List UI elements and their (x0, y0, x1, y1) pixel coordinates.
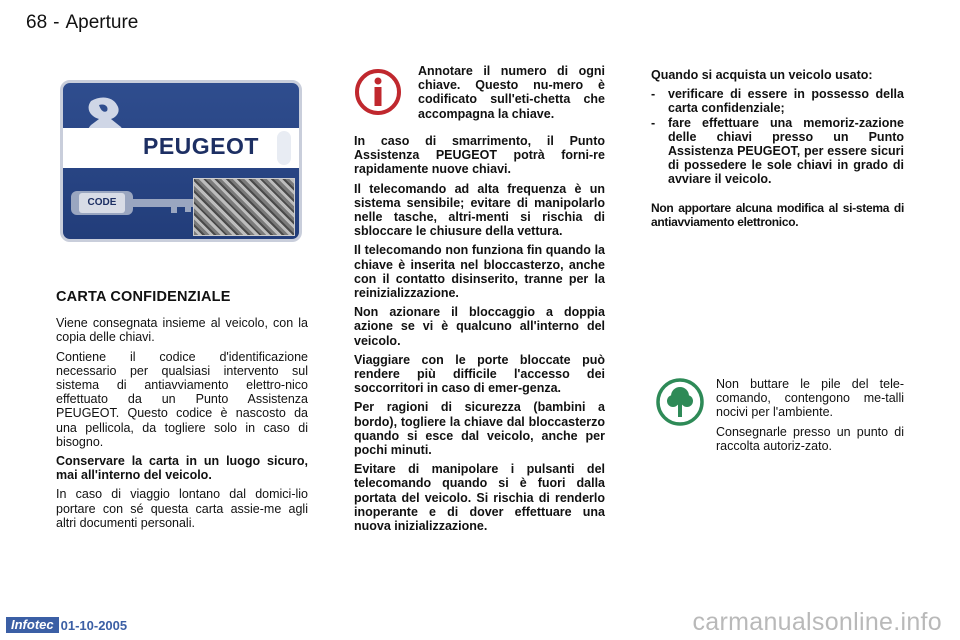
section-title: Aperture (65, 12, 139, 33)
info-callout (354, 64, 605, 134)
list-item: - verificare di essere in possesso della carta confidenziale; (651, 87, 904, 115)
paragraph-bold: Conservare la carta in un luogo sicuro, mai all'interno del veicolo. (56, 454, 308, 483)
info-icon (354, 68, 402, 116)
paragraph: Non azionare il bloccaggio a doppia azione se vi è qualcuno all'interno del veicolo. (354, 305, 605, 348)
page-header (26, 12, 144, 34)
infotec-logo: Infotec (6, 617, 59, 633)
warning-note: Non apportare alcuna modifica al si-stema di antiavviamento elettronico. (651, 200, 904, 229)
paragraph: Viaggiare con le porte bloccate può rendere più difficile l'accesso dei soccorritori in caso di emer-genza. (354, 352, 605, 396)
paragraph: Consegnarle presso un punto di raccolta autoriz-zato. (716, 424, 904, 453)
column-left (56, 290, 308, 535)
footer (6, 617, 127, 633)
bullet-list (651, 87, 904, 186)
card-brand-name: PEUGEOT (143, 133, 259, 159)
paragraph: In caso di smarrimento, il Punto Assistenza PEUGEOT potrà forni-re rapidamente nuove chiavi. (354, 134, 605, 177)
paragraph: Il telecomando non funziona fin quando la chiave è inserita nel bloccasterzo, anche con il contatto disinserito, tranne per la reinizializzazione. (354, 243, 605, 301)
confidential-card-image (60, 80, 302, 242)
paragraph: Quando si acquista un veicolo usato: (651, 68, 873, 82)
card-hanging-hole (277, 131, 291, 165)
environment-note (716, 377, 904, 458)
section-heading: CARTA CONFIDENZIALE (56, 289, 231, 305)
info-text: Annotare il numero di ogni chiave. Questo nu-mero è codificato sull'eti-chetta che accompagna la chiave. (418, 64, 605, 121)
environment-tree-icon (656, 378, 704, 426)
header-separator: - (53, 12, 60, 33)
scratch-off-code-area (193, 178, 295, 236)
column-middle (354, 64, 605, 538)
page-number: 68 (26, 12, 48, 33)
column-right (651, 68, 904, 234)
list-item: - fare effettuare una memoriz-zazione delle chiavi presso un Punto Assistenza PEUGEOT, per essere sicuri di possedere le sole chiavi in grado di avviare il veicolo. (651, 116, 904, 187)
paragraph: Contiene il codice d'identificazione necessario per qualsiasi intervento sul sistema di antiavviamento elettro-nico effettuato da un Punto Assistenza PEUGEOT. Questo codice è nascosto da una pellicola, da togliere solo in caso di bisogno. (56, 349, 308, 449)
paragraph: Evitare di manipolare i pulsanti del telecomando quando si è fuori dalla portata del veicolo. Si rischia di renderlo inoperante e di dover effettuare una nuova inizializzazione. (354, 462, 605, 534)
paragraph: Per ragioni di sicurezza (bambini a bordo), togliere la chiave dal bloccasterzo quando si esce dal veicolo, anche per pochi minuti. (354, 400, 605, 458)
watermark: carmanualsonline.info (692, 608, 942, 636)
paragraph: In caso di viaggio lontano dal domici-lio portare con sé questa carta assie-me agli altri documenti personali. (56, 487, 308, 530)
paragraph: Il telecomando ad alta frequenza è un sistema sensibile; evitare di manipolarlo nelle tasche, altri-menti si rischia di sbloccare le chiusure della vettura. (354, 181, 605, 239)
footer-date: 01-10-2005 (60, 617, 128, 633)
card-code-label: CODE (79, 193, 125, 213)
paragraph: Non buttare le pile del tele-comando, contengono me-talli nocivi per l'ambiente. (716, 377, 904, 420)
paragraph: Viene consegnata insieme al veicolo, con la copia delle chiavi. (56, 316, 308, 345)
